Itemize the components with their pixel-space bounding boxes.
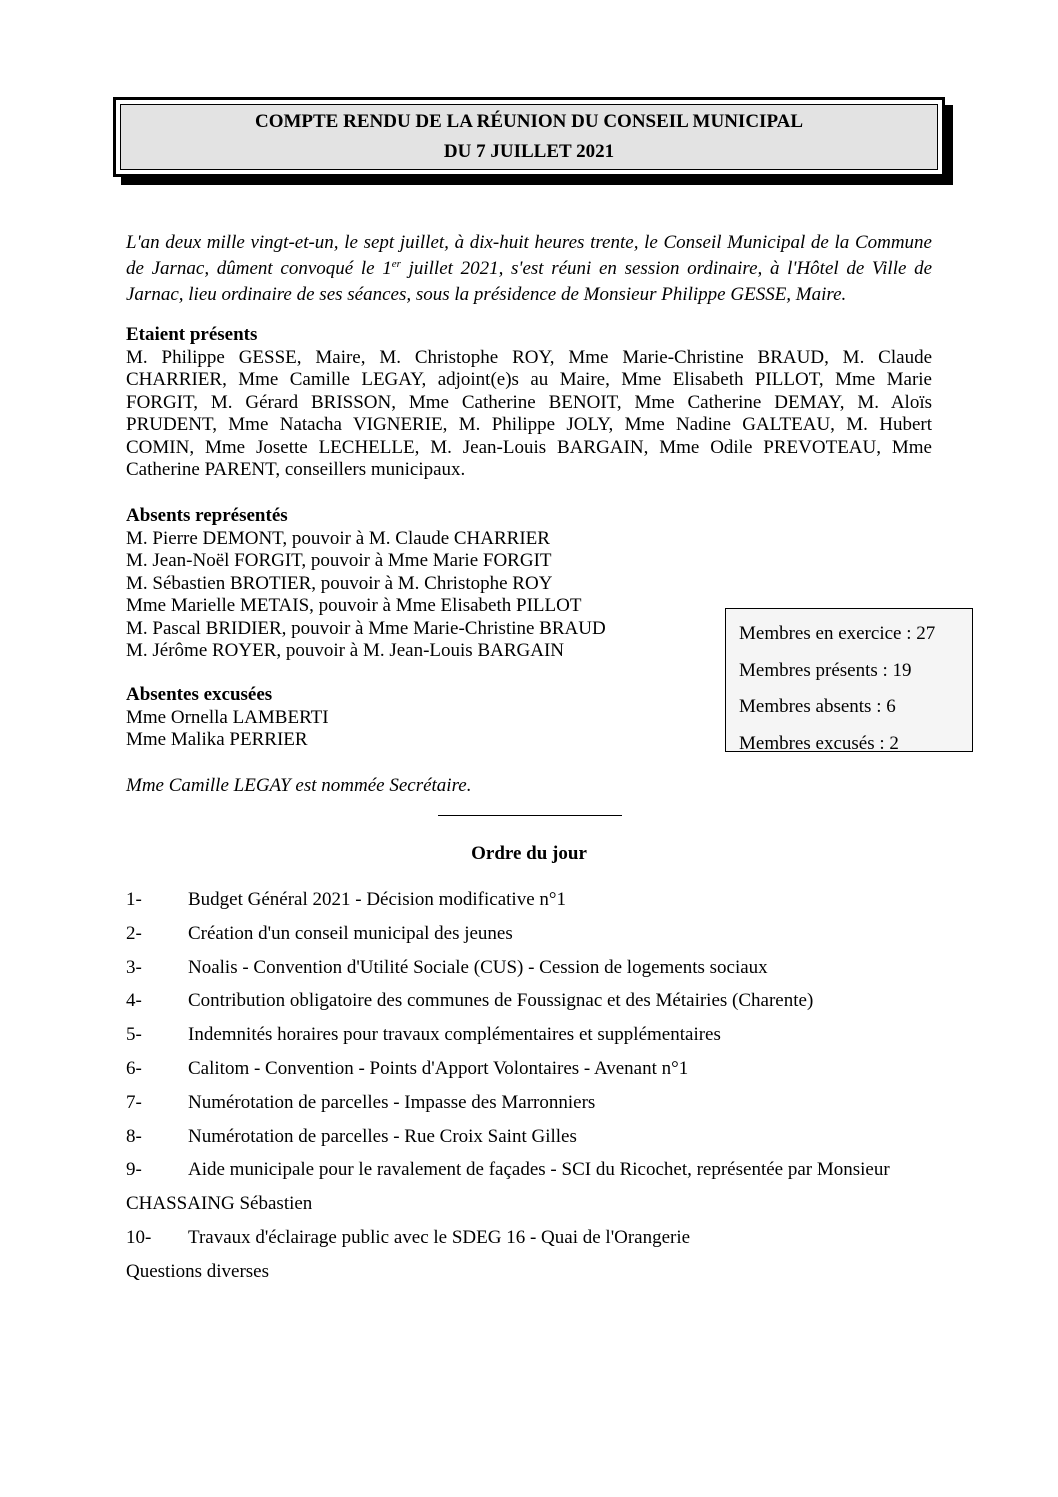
agenda-item-number: 4- [126, 990, 142, 1012]
intro-text-part-2: juillet 2021, s'est réuni en session ordinaire, à l'Hôtel de Ville de Jarnac, lieu ordinaire de ses séances, sous la présidence de Monsieur Philippe GESSE, Maire. [126, 258, 933, 305]
agenda-item [126, 1057, 936, 1091]
agenda-item-text: Numérotation de parcelles - Rue Croix Saint Gilles [188, 1125, 577, 1147]
agenda-item [126, 989, 936, 1023]
agenda-item-number: 3- [126, 956, 142, 978]
agenda-item-number: 5- [126, 1024, 142, 1046]
agenda-item-number: 7- [126, 1091, 142, 1113]
agenda-item [126, 1226, 936, 1260]
excused-heading: Absentes excusées [126, 684, 273, 705]
agenda-item [126, 922, 936, 956]
stat-members-in-office: Membres en exercice : 27 [739, 623, 936, 644]
intro-text-part-1: L'an deux mille vingt-et-un, le sept juillet, à dix-huit heures trente, le Conseil Municipal de la Commune de Jarnac, dûment convoqué le 1 [126, 232, 932, 279]
agenda-item-text: Contribution obligatoire des communes de Foussignac et des Métairies (Charente) [188, 990, 814, 1012]
intro-paragraph [126, 230, 932, 308]
stat-members-present: Membres présents : 19 [739, 659, 912, 681]
agenda-item-number: 6- [126, 1057, 142, 1079]
title-inner [120, 104, 938, 170]
agenda-item-text: Numérotation de parcelles - Impasse des Marronniers [188, 1091, 596, 1113]
agenda-item-number: 10- [126, 1226, 152, 1248]
excused-line: Mme Ornella LAMBERTI [126, 706, 329, 728]
present-heading: Etaient présents [126, 324, 258, 345]
represented-line: M. Sébastien BROTIER, pouvoir à M. Christophe ROY [126, 572, 553, 594]
agenda-item [126, 1091, 936, 1125]
intro-superscript: er [391, 258, 401, 270]
represented-line: Mme Marielle METAIS, pouvoir à Mme Elisabeth PILLOT [126, 595, 582, 616]
represented-line: M. Jérôme ROYER, pouvoir à M. Jean-Louis BARGAIN [126, 640, 565, 661]
agenda-item [126, 956, 936, 990]
agenda-item-text: Noalis - Convention d'Utilité Sociale (CUS) - Cession de logements sociaux [188, 956, 768, 978]
agenda-misc: Questions diverses [126, 1260, 270, 1282]
agenda-item [126, 1158, 936, 1226]
represented-line: M. Pierre DEMONT, pouvoir à M. Claude CHARRIER [126, 527, 550, 549]
document-title-line-1: COMPTE RENDU DE LA RÉUNION DU CONSEIL MUNICIPAL [254, 111, 804, 132]
agenda-list [126, 888, 936, 1284]
agenda-item-number: 1- [126, 889, 142, 910]
secretary-note: Mme Camille LEGAY est nommée Secrétaire. [126, 775, 472, 796]
agenda-item [126, 888, 936, 922]
excused-line: Mme Malika PERRIER [126, 729, 308, 750]
agenda-item-number: 9- [126, 1159, 142, 1181]
separator-rule [438, 815, 622, 816]
present-list: M. Philippe GESSE, Maire, M. Christophe ROY, Mme Marie-Christine BRAUD, M. Claude CHARRIER, Mme Camille LEGAY, adjoint(e)s au Maire, Mme Elisabeth PILLOT, Mme Marie FORGIT, M. Gérard BRISSON, Mme Catherine BENOIT, Mme Catherine DEMAY, M. Aloïs PRUDENT, Mme Natacha VIGNERIE, M. Philippe JOLY, Mme Nadine GALTEAU, M. Hubert COMIN, Mme Josette LECHELLE, M. Jean-Louis BARGAIN, Mme Odile PREVOTEAU, Mme Catherine PARENT, conseillers municipaux. [126, 346, 932, 480]
document-title-line-2: DU 7 JUILLET 2021 [443, 141, 615, 162]
represented-heading: Absents représentés [126, 505, 288, 526]
agenda-item-number: 8- [126, 1125, 142, 1147]
agenda-item-text: Calitom - Convention - Points d'Apport Volontaires - Avenant n°1 [188, 1057, 689, 1079]
represented-line: M. Pascal BRIDIER, pouvoir à Mme Marie-Christine BRAUD [126, 617, 606, 639]
agenda-item-text: Création d'un conseil municipal des jeunes [188, 922, 513, 944]
present-section [126, 324, 932, 482]
title-box [113, 97, 945, 177]
agenda-title: Ordre du jour [471, 843, 587, 864]
agenda-item-number: 2- [126, 922, 142, 944]
represented-line: M. Jean-Noël FORGIT, pouvoir à Mme Marie FORGIT [126, 550, 552, 571]
membership-stats-box [725, 608, 973, 755]
agenda-item-text: Budget Général 2021 - Décision modificative n°1 [188, 889, 566, 910]
stat-members-absent: Membres absents : 6 [739, 696, 896, 718]
agenda-item-text: Aide municipale pour le ravalement de façades - SCI du Ricochet, représentée par Monsieur CHASSAING Sébastien [126, 1159, 890, 1215]
stat-members-excused: Membres excusés : 2 [739, 733, 899, 755]
agenda-item-text: Travaux d'éclairage public avec le SDEG 16 - Quai de l'Orangerie [188, 1226, 691, 1248]
agenda-item-text: Indemnités horaires pour travaux complémentaires et supplémentaires [188, 1024, 721, 1046]
agenda-item [126, 1023, 936, 1057]
